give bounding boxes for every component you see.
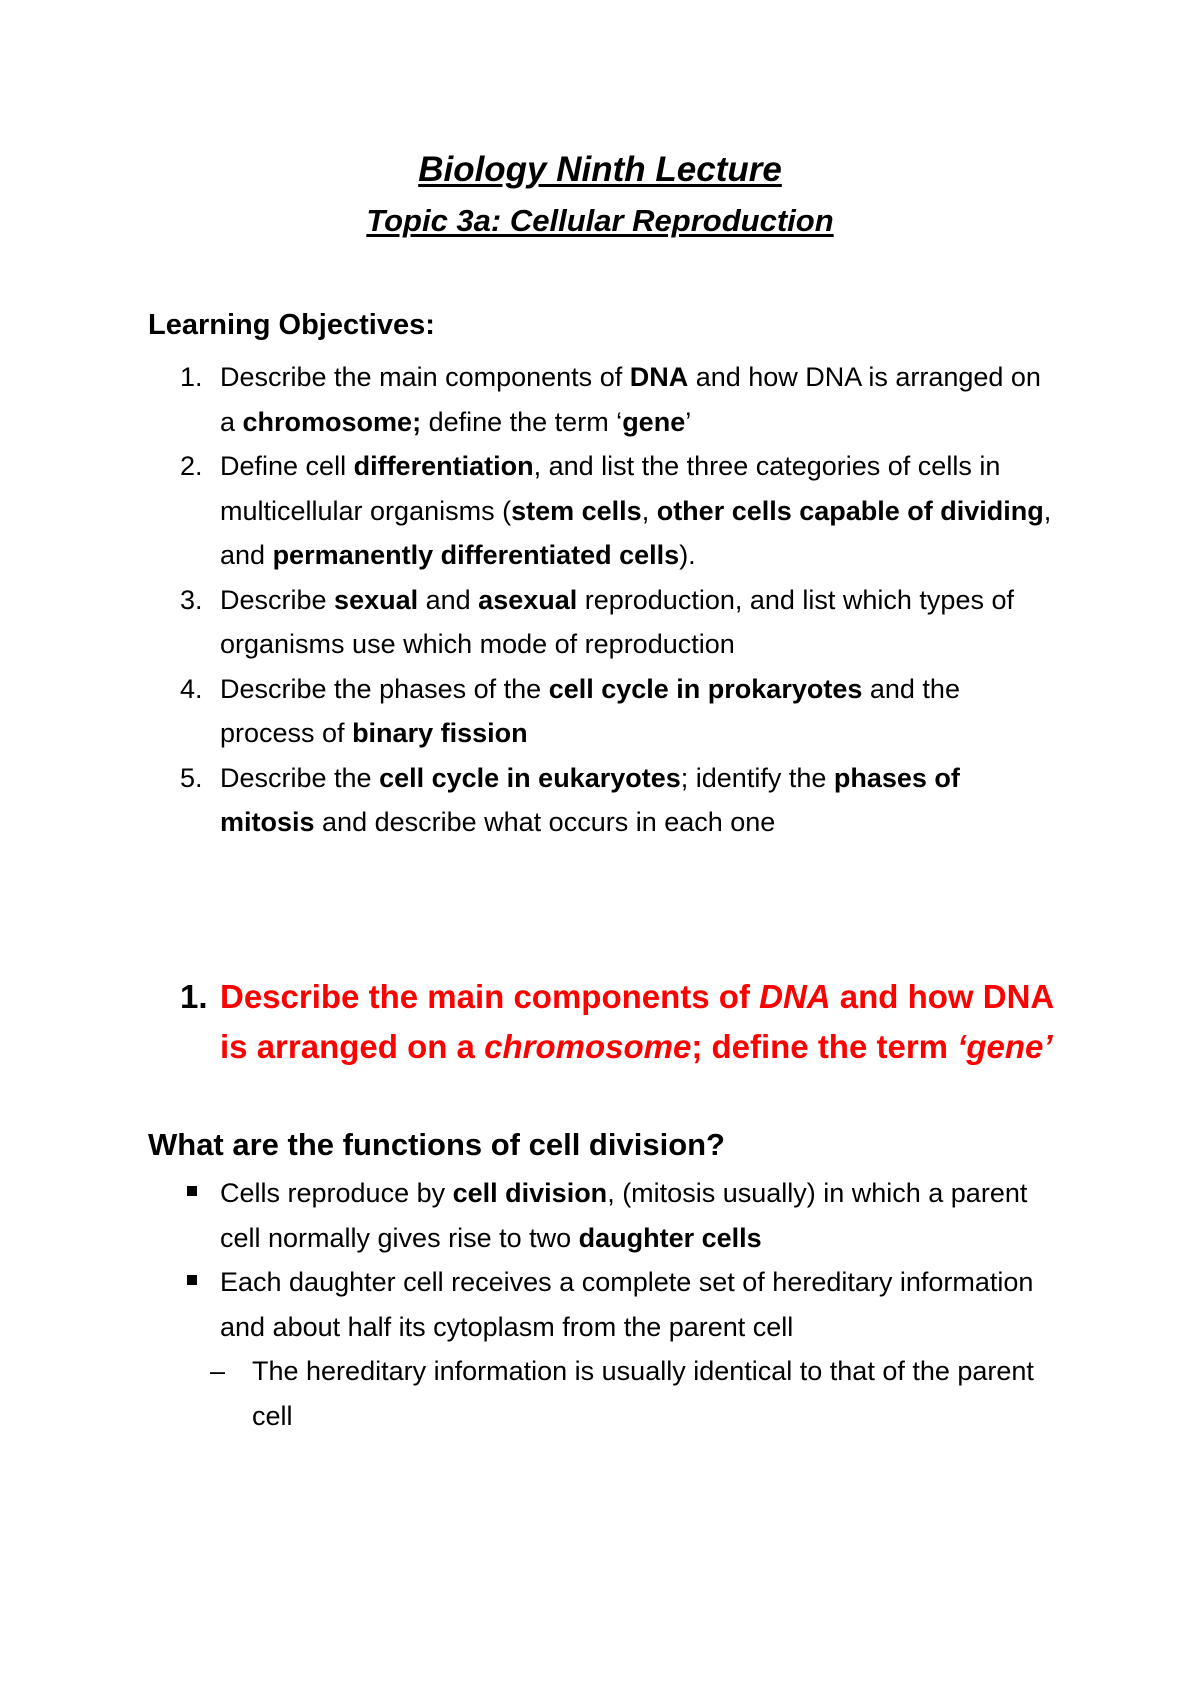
functions-heading: What are the functions of cell division? (148, 1127, 725, 1162)
section-term: DNA (759, 978, 831, 1015)
objective-text: ). (679, 540, 696, 570)
objective-number: 2. (180, 451, 203, 481)
section-term: chromosome (484, 1028, 692, 1065)
objective-text: Define cell (220, 451, 354, 481)
page-title: Biology Ninth Lecture (418, 150, 782, 189)
objective-term: differentiation (353, 451, 534, 481)
objective-text: Describe (220, 584, 335, 615)
objective-term: asexual (478, 584, 578, 615)
section-number: 1. (180, 978, 208, 1015)
objective-text: Describe the (220, 762, 380, 793)
objective-text: define the term ‘ (421, 406, 623, 437)
objectives-list (180, 355, 1060, 845)
objective-item (180, 578, 1060, 667)
sub-bullet-list (210, 1349, 1060, 1438)
objective-term: DNA (629, 362, 689, 392)
section-text: ; define the term (691, 1028, 958, 1065)
objective-term: other cells capable of dividing (656, 495, 1044, 526)
objective-term: chromosome; (242, 406, 422, 437)
objective-item (180, 667, 1060, 756)
bullet-text: Cells reproduce by (220, 1178, 453, 1208)
section-heading (180, 972, 1060, 1072)
objective-text: and (418, 584, 479, 615)
objective-number: 5. (180, 762, 203, 793)
objective-term: phases of mitosis (220, 762, 960, 837)
objective-text: reproduction, and list which types of organisms use which mode of reproduction (220, 584, 1014, 659)
bullet-term: daughter cells (578, 1222, 762, 1253)
objective-text: ; identify the (680, 762, 834, 793)
objective-term: stem cells (511, 495, 642, 526)
square-bullet-icon (187, 1275, 197, 1285)
objective-term: gene (622, 406, 686, 437)
square-bullet-icon (187, 1186, 197, 1196)
objective-term: binary fission (352, 718, 528, 748)
objective-number: 4. (180, 673, 203, 704)
objective-text: , and list the three categories of cells in multicellular organisms ( (220, 451, 1001, 526)
objectives-heading: Learning Objectives: (148, 309, 435, 341)
objective-text: and the process of (220, 673, 960, 748)
bullet-item (180, 1260, 1060, 1438)
bullet-text: Each daughter cell receives a complete set of hereditary information and about half its cytoplasm from the parent cell (220, 1267, 1034, 1342)
bullet-text: , (mitosis usually) in which a parent cell normally gives rise to two (220, 1178, 1028, 1253)
section-heading-item (180, 972, 1060, 1072)
objective-text: and how DNA is arranged on a (220, 362, 1041, 437)
section-text: Describe the main components of (220, 978, 760, 1015)
objective-text: and describe what occurs in each one (314, 807, 776, 837)
page-subtitle: Topic 3a: Cellular Reproduction (366, 203, 834, 238)
section-text: and how DNA is arranged on a (220, 978, 1054, 1065)
bullet-list (180, 1171, 1060, 1438)
objective-text: , and (220, 495, 1052, 570)
objective-item (180, 355, 1060, 444)
sub-bullet-item (180, 1349, 1060, 1438)
objective-term: cell cycle in prokaryotes (548, 673, 863, 704)
objective-number: 1. (180, 362, 203, 392)
dash-bullet-icon: – (210, 1356, 226, 1386)
objective-text: ’ (685, 406, 692, 437)
objective-item (180, 756, 1060, 845)
section-term: ‘gene’ (957, 1028, 1053, 1065)
sub-bullet-text: The hereditary information is usually identical to that of the parent cell (252, 1356, 1034, 1431)
objective-text: Describe the phases of the (220, 673, 549, 704)
objective-term: permanently differentiated cells (272, 540, 680, 570)
objective-term: sexual (334, 584, 419, 615)
bullet-item (180, 1171, 1060, 1260)
objective-term: cell cycle in eukaryotes (379, 762, 681, 793)
objective-item (180, 444, 1060, 578)
objective-number: 3. (180, 584, 203, 615)
bullet-term: cell division (452, 1178, 608, 1208)
objective-text: Describe the main components of (220, 362, 630, 392)
objective-text: , (641, 495, 657, 526)
